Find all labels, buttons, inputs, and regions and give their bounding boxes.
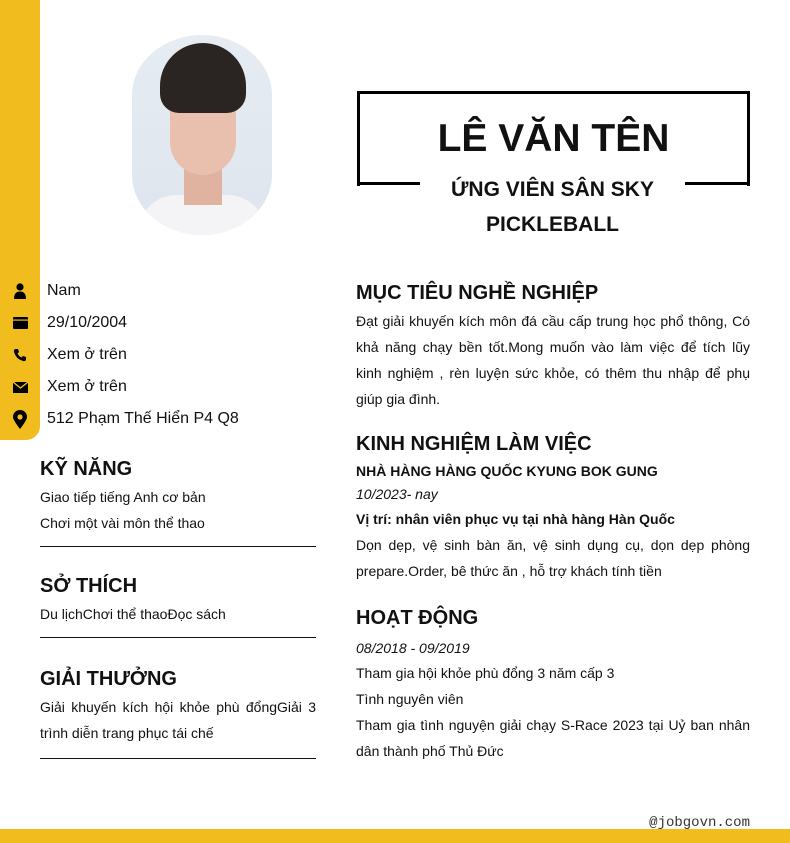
awards-section (40, 664, 316, 759)
footer-bar (0, 829, 790, 843)
activities-period: 08/2018 - 09/2019 (356, 640, 470, 656)
objective-section (356, 278, 750, 412)
location-icon (0, 410, 40, 429)
contact-address (0, 403, 300, 435)
experience-period: 10/2023- nay (356, 486, 438, 502)
job-title-line: PICKLEBALL (486, 213, 619, 236)
title-box-border (357, 182, 422, 185)
activity-item: Tham gia tình nguyện giải chạy S-Race 2023 tại Uỷ ban nhân dân thành phố Thủ Đức (356, 717, 750, 759)
awards-text: Giải khuyến kích hội khỏe phù đổngGiải 3 trình diễn trang phục tái chế (40, 699, 316, 741)
profile-photo (132, 35, 272, 235)
contact-birthday (0, 307, 300, 339)
calendar-icon (0, 317, 40, 329)
skill-item: Chơi một vài môn thể thao (40, 515, 205, 531)
candidate-name: LÊ VĂN TÊN (437, 117, 670, 160)
section-title: KINH NGHIỆM LÀM VIỆC (356, 433, 592, 455)
address-value: 512 Phạm Thế Hiển P4 Q8 (47, 410, 239, 427)
job-title (420, 172, 685, 242)
phone-value[interactable]: Xem ở trên (47, 346, 127, 363)
contact-phone (0, 339, 300, 371)
skill-item: Giao tiếp tiếng Anh cơ bản (40, 489, 206, 505)
mail-icon (0, 382, 40, 393)
section-title: MỤC TIÊU NGHỀ NGHIỆP (356, 282, 599, 304)
phone-icon (0, 348, 40, 362)
experience-section (356, 429, 750, 584)
hobbies-text: Du lịchChơi thể thaoĐọc sách (40, 606, 226, 622)
person-icon (0, 283, 40, 299)
objective-text: Đạt giải khuyến kích môn đá cầu cấp trung học phổ thông, Có khả năng chạy bền tốt.Mong muốn vào làm việc để tích lũy kinh nghiệm , rèn luyện sức khỏe, có thêm thu nhập để phụ giúp gia đình. (356, 313, 750, 407)
experience-position: Vị trí: nhân viên phục vụ tại nhà hàng Hàn Quốc (356, 511, 675, 527)
job-title-line: ỨNG VIÊN SÂN SKY (451, 178, 654, 201)
contact-gender (0, 275, 300, 307)
section-title: HOẠT ĐỘNG (356, 607, 479, 629)
contact-email (0, 371, 300, 403)
watermark: @jobgovn.com (649, 815, 750, 831)
hobbies-section (40, 571, 316, 638)
section-title: KỸ NĂNG (40, 458, 133, 480)
email-value[interactable]: Xem ở trên (47, 378, 127, 395)
section-title: SỞ THÍCH (40, 575, 138, 597)
activities-section (356, 603, 750, 764)
gender-value: Nam (47, 282, 81, 299)
activity-item: Tình nguyên viên (356, 691, 464, 707)
section-title: GIẢI THƯỞNG (40, 668, 177, 690)
experience-description: Dọn dẹp, vệ sinh bàn ăn, vệ sinh dụng cụ, dọn dẹp phòng prepare.Order, bê thức ăn , hỗ trợ khách tính tiền (356, 537, 750, 579)
birthday-value: 29/10/2004 (47, 314, 128, 331)
title-box-border (683, 182, 750, 185)
skills-section (40, 454, 316, 547)
company-name: NHÀ HÀNG HÀNG QUỐC KYUNG BOK GUNG (356, 463, 658, 479)
activity-item: Tham gia hội khỏe phù đổng 3 năm cấp 3 (356, 665, 615, 681)
